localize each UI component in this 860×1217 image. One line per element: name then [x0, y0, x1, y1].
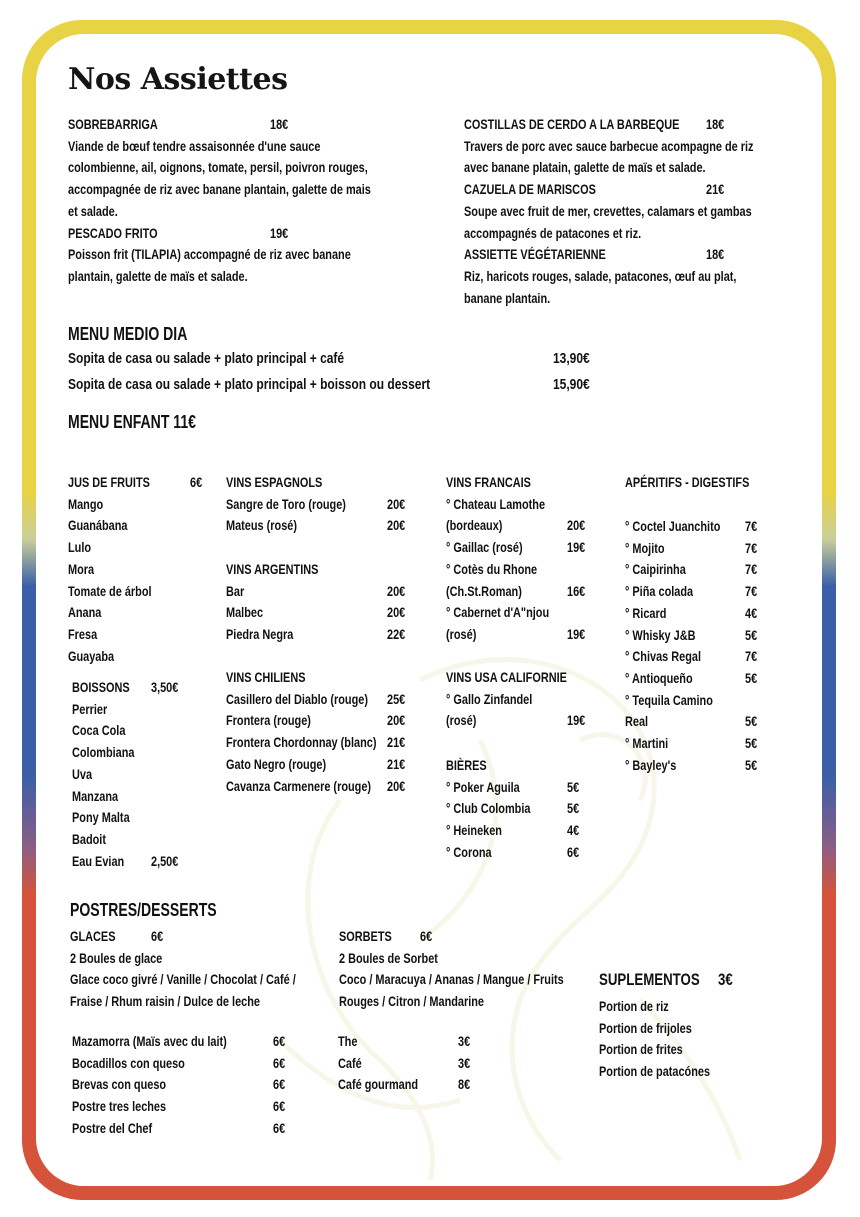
item-price: 6€	[567, 843, 580, 860]
dish-name: ASSIETTE VÉGÉTARIENNE	[464, 246, 606, 263]
item-price: 6€	[273, 1054, 286, 1071]
menu-item: ° Bayley's	[625, 756, 677, 773]
section-price: 3,50€	[151, 679, 179, 695]
section-heading: BIÈRES	[446, 757, 487, 773]
item-price: 21€	[387, 755, 406, 772]
item-price: 20€	[387, 582, 406, 599]
menu-item: ° Chateau Lamothe	[446, 495, 546, 512]
menu-item: Bocadillos con queso	[72, 1054, 185, 1071]
item-price: 7€	[745, 561, 758, 578]
desserts-title: POSTRES/DESSERTS	[70, 900, 217, 920]
item-price: 5€	[745, 669, 758, 686]
menu-item: (bordeaux)	[446, 517, 503, 534]
menu-item: 2 Boules de Sorbet	[339, 949, 438, 966]
menu-item: Manzana	[72, 787, 119, 804]
dish-description: Poisson frit (TILAPIA) accompagné de riz avec banane	[68, 246, 351, 263]
section-price: 6€	[420, 928, 433, 944]
dish-price: 21€	[706, 181, 725, 198]
item-price: 2,50€	[151, 852, 179, 869]
menu-item: Glace coco givré / Vanille / Chocolat / Café /	[70, 971, 296, 988]
menu-item: Mazamorra (Maïs avec du lait)	[72, 1033, 227, 1049]
dish-description: colombienne, ail, oignons, tomate, persil, poivron rouges,	[68, 159, 368, 176]
menu-item: Coca Cola	[72, 722, 126, 739]
menu-item: Frontera (rouge)	[226, 712, 311, 729]
item-price: 21€	[387, 734, 406, 751]
menu-item: The	[338, 1033, 358, 1049]
page-title: Nos Assiettes	[68, 62, 288, 97]
dish-description: et salade.	[68, 202, 118, 219]
dish-name: SOBREBARRIGA	[68, 116, 158, 132]
menu-item: Malbec	[226, 604, 264, 621]
menu-item: Pony Malta	[72, 809, 130, 826]
dish-description: avec banane platain, galette de maïs et salade.	[464, 159, 706, 176]
dish-description: accompagnée de riz avec banane plantain, galette de mais	[68, 181, 371, 198]
menu-item: ° Antioqueño	[625, 669, 693, 686]
menu-item: Portion de patacónes	[599, 1063, 711, 1080]
item-price: 20€	[567, 517, 586, 534]
menu-item: ° Gaillac (rosé)	[446, 539, 523, 556]
item-price: 7€	[745, 518, 758, 534]
dish-price: 18€	[270, 116, 289, 132]
menu-item: Tomate de árbol	[68, 582, 152, 599]
menu-item: (rosé)	[446, 625, 477, 642]
dish-description: Travers de porc avec sauce barbecue acompagne de riz	[464, 137, 754, 154]
menu-item: Frontera Chordonnay (blanc)	[226, 734, 377, 751]
menu-item: Perrier	[72, 700, 108, 717]
menu-item: Colombiana	[72, 744, 135, 761]
item-price: 20€	[387, 604, 406, 621]
menu-item: Fresa	[68, 625, 98, 642]
menu-item: Portion de frites	[599, 1041, 683, 1058]
dish-description: Viande de bœuf tendre assaisonnée d'une sauce	[68, 137, 321, 154]
item-price: 5€	[745, 713, 758, 730]
section-price: 6€	[190, 474, 203, 490]
item-price: 6€	[273, 1076, 286, 1093]
menu-item: ° Cotès du Rhone	[446, 560, 538, 577]
section-heading: APÉRITIFS - DIGESTIFS	[625, 474, 750, 490]
item-price: 3€	[458, 1054, 471, 1071]
menu-item: Rouges / Citron / Mandarine	[339, 993, 485, 1010]
menu-item: Postre tres leches	[72, 1098, 167, 1115]
menu-enfant-title: MENU ENFANT 11€	[68, 412, 196, 432]
menu-item: Mango	[68, 495, 104, 512]
item-price: 6€	[273, 1119, 286, 1136]
menu-item: ° Martini	[625, 735, 669, 751]
menu-item: ° Chivas Regal	[625, 648, 701, 665]
menu-item: Portion de riz	[599, 998, 669, 1014]
menu-item: Uva	[72, 765, 93, 782]
item-price: 6€	[273, 1033, 286, 1049]
section-heading: GLACES	[70, 928, 116, 944]
menu-item: Eau Evian	[72, 852, 125, 869]
item-price: 5€	[567, 800, 580, 817]
menu-item: Real	[625, 713, 649, 730]
menu-medio-dia-row: Sopita de casa ou salade + plato principal + boisson ou dessert	[68, 376, 431, 393]
menu-item: Mateus (rosé)	[226, 517, 298, 534]
item-price: 7€	[745, 539, 758, 556]
dish-description: accompagnés de patacones et riz.	[464, 224, 642, 241]
dish-description: banane plantain.	[464, 289, 551, 306]
item-price: 22€	[387, 626, 406, 643]
menu-item: ° Heineken	[446, 822, 502, 839]
dish-description: plantain, galette de maïs et salade.	[68, 267, 248, 284]
menu-item: 2 Boules de glace	[70, 949, 163, 966]
menu-medio-dia-title: MENU MEDIO DIA	[68, 324, 188, 344]
item-price: 19€	[567, 625, 586, 642]
menu-item: Fraise / Rhum raisin / Dulce de leche	[70, 993, 260, 1010]
item-price: 8€	[458, 1076, 471, 1093]
section-heading: VINS USA CALIFORNIE	[446, 669, 567, 685]
menu-item: (Ch.St.Roman)	[446, 582, 522, 599]
section-heading: BOISSONS	[72, 679, 130, 695]
menu-item: ° Caipirinha	[625, 561, 686, 578]
menu-item: ° Whisky J&B	[625, 626, 696, 643]
item-price: 16€	[567, 582, 586, 599]
menu-medio-dia-price: 15,90€	[553, 376, 590, 393]
menu-item: Bar	[226, 582, 245, 599]
menu-item: ° Gallo Zinfandel	[446, 690, 533, 707]
menu-item: ° Piña colada	[625, 583, 694, 600]
section-heading: VINS ESPAGNOLS	[226, 474, 323, 490]
dish-description: Riz, haricots rouges, salade, patacones, œuf au plat,	[464, 267, 737, 284]
menu-item: Gato Negro (rouge)	[226, 755, 327, 772]
menu-item: Badoit	[72, 830, 106, 847]
menu-item: Brevas con queso	[72, 1076, 167, 1093]
item-price: 19€	[567, 539, 586, 556]
menu-item: Guanábana	[68, 517, 128, 534]
menu-item: ° Tequila Camino	[625, 691, 713, 708]
item-price: 4€	[567, 822, 580, 839]
menu-item: ° Ricard	[625, 604, 667, 621]
dish-name: COSTILLAS DE CERDO A LA BARBEQUE	[464, 116, 680, 132]
menu-item: ° Mojito	[625, 539, 665, 556]
item-price: 4€	[745, 604, 758, 621]
item-price: 25€	[387, 690, 406, 707]
section-heading: SORBETS	[339, 928, 392, 944]
menu-item: Casillero del Diablo (rouge)	[226, 690, 368, 707]
dish-description: Soupe avec fruit de mer, crevettes, calamars et gambas	[464, 202, 752, 219]
suplementos-price: 3€	[718, 970, 733, 989]
dish-price: 18€	[706, 116, 725, 132]
section-heading: VINS CHILIENS	[226, 669, 306, 685]
menu-item: Mora	[68, 560, 95, 577]
item-price: 20€	[387, 777, 406, 794]
item-price: 6€	[273, 1098, 286, 1115]
menu-item: Lulo	[68, 539, 92, 556]
section-heading: JUS DE FRUITS	[68, 474, 150, 490]
menu-item: Piedra Negra	[226, 626, 294, 643]
menu-item: Postre del Chef	[72, 1119, 153, 1136]
dish-name: PESCADO FRITO	[68, 224, 158, 241]
item-price: 3€	[458, 1033, 471, 1049]
menu-item: ° Poker Aguila	[446, 778, 520, 795]
item-price: 7€	[745, 583, 758, 600]
menu-item: Guayaba	[68, 647, 115, 664]
menu-item: ° Coctel Juanchito	[625, 518, 721, 534]
menu-item: Café gourmand	[338, 1076, 419, 1093]
menu-medio-dia-price: 13,90€	[553, 350, 590, 367]
menu-item: Sangre de Toro (rouge)	[226, 495, 346, 512]
item-price: 5€	[745, 735, 758, 751]
menu-item: Anana	[68, 604, 102, 621]
item-price: 5€	[745, 756, 758, 773]
menu-item: Café	[338, 1054, 362, 1071]
menu-item: Coco / Maracuya / Ananas / Mangue / Fruits	[339, 971, 564, 988]
item-price: 7€	[745, 648, 758, 665]
suplementos-title: SUPLEMENTOS	[599, 970, 700, 989]
section-heading: VINS FRANCAIS	[446, 474, 531, 490]
item-price: 20€	[387, 712, 406, 729]
menu-item: Cavanza Carmenere (rouge)	[226, 777, 372, 794]
menu-item: ° Corona	[446, 843, 492, 860]
menu-item: ° Club Colombia	[446, 800, 531, 817]
item-price: 20€	[387, 517, 406, 534]
menu-medio-dia-row: Sopita de casa ou salade + plato principal + café	[68, 350, 345, 367]
dish-price: 19€	[270, 224, 289, 241]
item-price: 5€	[567, 778, 580, 795]
section-heading: VINS ARGENTINS	[226, 561, 319, 577]
dish-name: CAZUELA DE MARISCOS	[464, 181, 596, 198]
item-price: 5€	[745, 626, 758, 643]
dish-price: 18€	[706, 246, 725, 263]
section-price: 6€	[151, 928, 164, 944]
item-price: 19€	[567, 712, 586, 729]
menu-item: Portion de frijoles	[599, 1019, 692, 1036]
item-price: 20€	[387, 495, 406, 512]
menu-item: ° Cabernet d'A"njou	[446, 604, 550, 621]
menu-item: (rosé)	[446, 712, 477, 729]
